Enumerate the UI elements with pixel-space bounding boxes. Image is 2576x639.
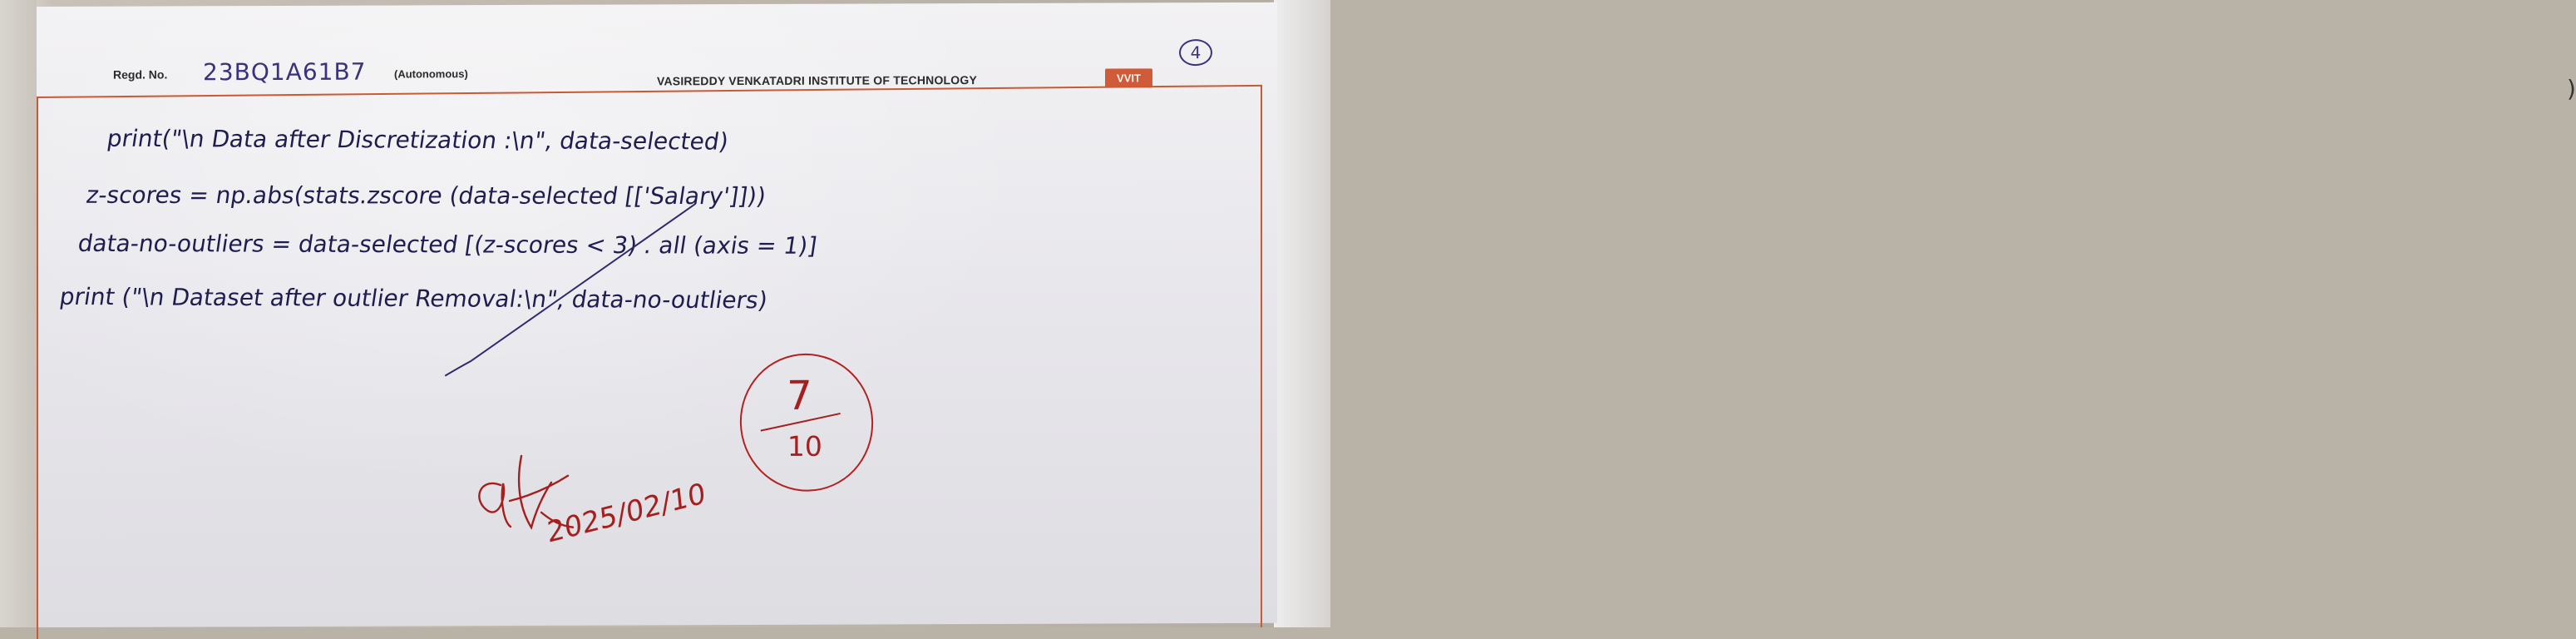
code-line-outlier-filter: data-no-outliers = data-selected [(z-scores < 3) . all (axis = 1)] [76, 229, 819, 260]
institute-logo: VVIT [1105, 68, 1152, 87]
right-notebook-page-edge [1274, 0, 2576, 627]
left-notebook-page-edge [0, 0, 37, 627]
registration-number: 23BQ1A61B7 [203, 57, 367, 87]
teacher-check-mark [442, 200, 699, 384]
institute-name: VASIREDDY VENKATADRI INSTITUTE OF TECHNOLOGY [657, 73, 978, 88]
code-line-print-outlier-removal: print ("\n Dataset after outlier Removal:\n", data-no-outliers) [57, 282, 770, 315]
code-line-print-discretization: print("\n Data after Discretization :\n", data-selected) [105, 124, 731, 156]
grading-date: 2025/02/10 [545, 476, 708, 551]
grade-numerator: 7 [787, 372, 812, 419]
page-number-circle: 4 [1179, 39, 1212, 66]
registration-label: Regd. No. [113, 67, 168, 82]
code-line-z-scores: z-scores = np.abs(stats.zscore (data-selected [['Salary']])) [84, 181, 768, 211]
answer-sheet-page [37, 2, 1277, 627]
grade-denominator: 10 [787, 429, 822, 463]
right-margin-symbol: ) [2567, 75, 2576, 102]
autonomous-label: (Autonomous) [394, 67, 468, 81]
